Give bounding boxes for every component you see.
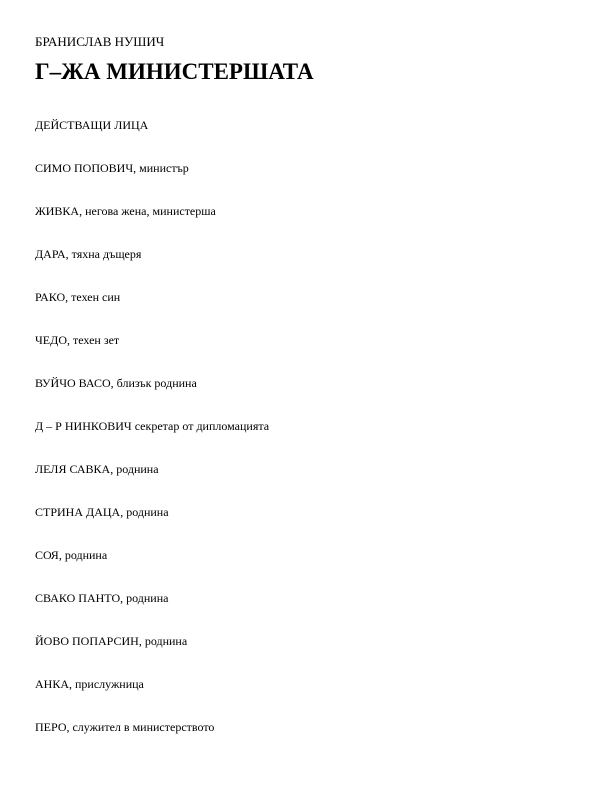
author-name: БРАНИСЛАВ НУШИЧ [35, 34, 165, 49]
play-title: Г–ЖА МИНИСТЕРШАТА [35, 59, 314, 84]
cast-item: ВУЙЧО ВАСО, близък роднина [35, 376, 197, 390]
cast-list [35, 160, 269, 762]
cast-heading: ДЕЙСТВАЩИ ЛИЦА [35, 118, 149, 132]
cast-item: Д – Р НИНКОВИЧ секретар от дипломацията [35, 419, 270, 433]
cast-item: СТРИНА ДАЦА, роднина [35, 505, 169, 519]
cast-item: ЖИВКА, негова жена, министерша [35, 204, 216, 218]
cast-item: СВАКО ПАНТО, роднина [35, 591, 169, 605]
cast-item: ПЕРО, служител в министерството [35, 720, 215, 734]
cast-item: АНКА, прислужница [35, 677, 144, 691]
cast-item: ЧЕДО, техен зет [35, 333, 120, 347]
cast-item: СОЯ, роднина [35, 548, 108, 562]
cast-item: ДАРА, тяхна дъщеря [35, 247, 142, 261]
cast-item: РАКО, техен син [35, 290, 121, 304]
cast-item: СИМО ПОПОВИЧ, министър [35, 161, 189, 175]
cast-item: ЛЕЛЯ САВКА, роднина [35, 462, 159, 476]
cast-item: ЙОВО ПОПАРСИН, роднина [35, 634, 188, 648]
